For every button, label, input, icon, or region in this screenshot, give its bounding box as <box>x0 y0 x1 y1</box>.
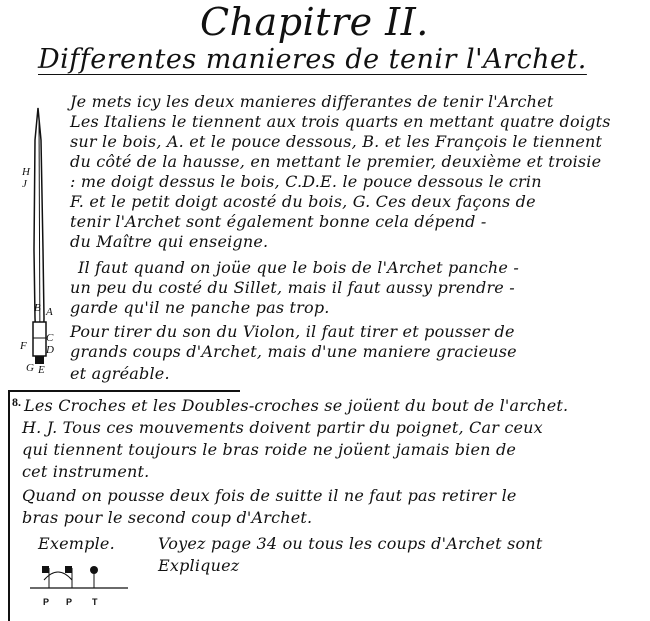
intro-line: : me doigt dessus le bois, C.D.E. le pouce dessous le crin <box>70 172 542 191</box>
music-label-p: P <box>66 597 73 607</box>
bow-button <box>35 356 44 364</box>
chapter-title: Chapitre II. <box>200 0 429 44</box>
note-line: bras pour le second coup d'Archet. <box>22 508 313 527</box>
note-number: 8. <box>12 395 21 409</box>
slur <box>44 572 72 580</box>
music-example <box>28 560 138 596</box>
figure-letter-g: G <box>26 362 34 374</box>
intro-line: tenir l'Archet sont également bonne cela dépend - <box>70 212 487 231</box>
tone-line: grands coups d'Archet, mais d'une maniere gracieuse <box>70 342 517 361</box>
intro-line: Je mets icy les deux manieres differantes de tenir l'Archet <box>70 92 554 111</box>
intro-line: F. et le petit doigt acosté du bois, G. Ces deux façons de <box>70 192 536 211</box>
tilt-line: garde qu'il ne panche pas trop. <box>70 298 330 317</box>
intro-line: Les Italiens le tiennent aux trois quarts en mettant quatre doigts <box>70 112 611 131</box>
bow-illustration <box>0 0 80 390</box>
tone-line: et agréable. <box>70 364 170 383</box>
note-line: cet instrument. <box>22 462 150 481</box>
tilt-line: un peu du costé du Sillet, mais il faut aussy prendre - <box>70 278 515 297</box>
figure-letter-j: J <box>22 178 27 190</box>
note-line: Quand on pousse deux fois de suitte il ne faut pas retirer le <box>22 486 517 505</box>
figure-letter-b: B <box>34 302 41 314</box>
music-label-p: P <box>43 597 50 607</box>
intro-line: du Maître qui enseigne. <box>70 232 269 251</box>
note-left-rule <box>8 390 10 621</box>
note-line: H. J. Tous ces mouvements doivent partir du poignet, Car ceux <box>22 418 543 437</box>
tone-line: Pour tirer du son du Violon, il faut tirer et pousser de <box>70 322 515 341</box>
example-reference-continued: Expliquez <box>158 556 240 575</box>
figure-letter-f: F <box>20 340 27 352</box>
intro-line: du côté de la hausse, en mettant le premier, deuxième et troisie <box>70 152 602 171</box>
note-2 <box>65 566 72 573</box>
section-title: Differentes manieres de tenir l'Archet. <box>38 44 587 75</box>
figure-letter-h: H <box>22 166 30 178</box>
intro-line: sur le bois, A. et le pouce dessous, B. et les François le tiennent <box>70 132 603 151</box>
example-reference: Voyez page 34 ou tous les coups d'Archet sont <box>158 534 543 553</box>
note-1 <box>42 566 49 573</box>
figure-letter-e: E <box>38 364 45 376</box>
note-line: qui tiennent toujours le bras roide ne joüent jamais bien de <box>22 440 517 459</box>
figure-letter-c: C <box>46 332 54 344</box>
note-divider <box>8 390 240 392</box>
figure-letter-d: D <box>46 344 54 356</box>
example-label: Exemple. <box>38 534 115 553</box>
note-line: Les Croches et les Doubles-croches se joüent du bout de l'archet. <box>24 396 569 415</box>
music-label-t: T <box>92 597 98 607</box>
figure-letter-a: A <box>46 306 53 318</box>
bow-frog <box>33 322 46 356</box>
tilt-line: Il faut quand on joüe que le bois de l'Archet panche - <box>78 258 519 277</box>
